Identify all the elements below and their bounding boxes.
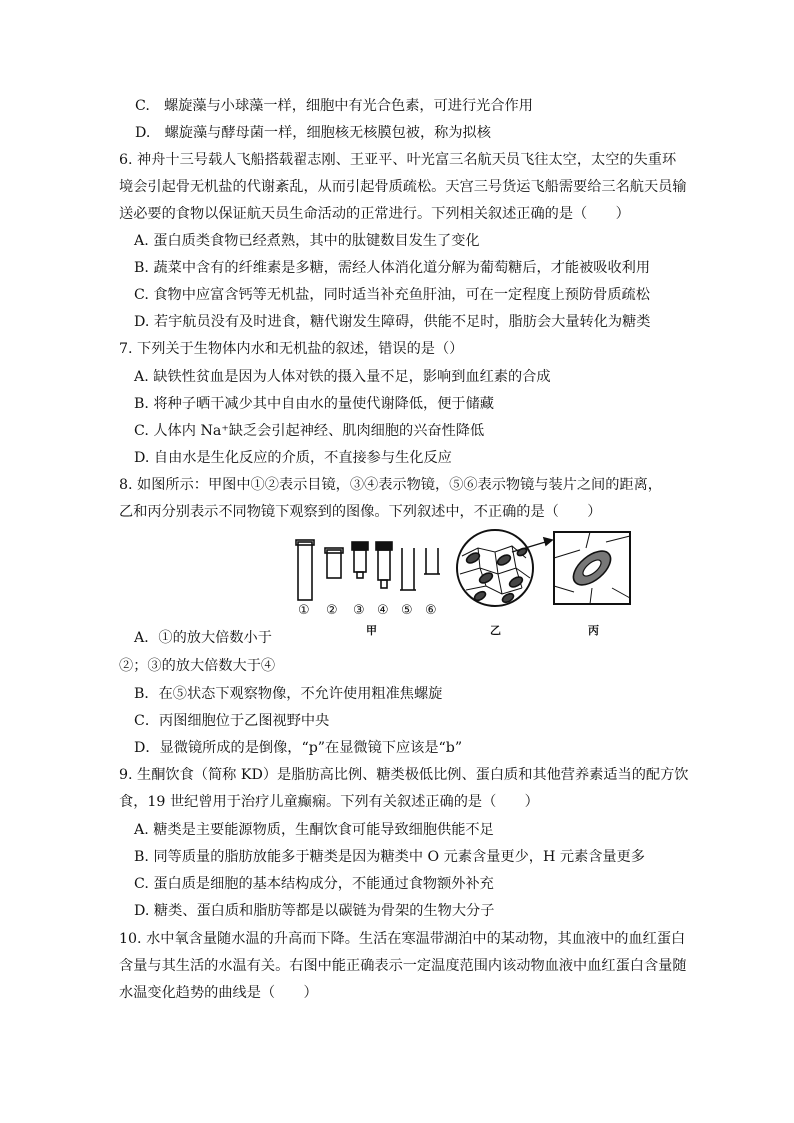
label-5: ⑤ xyxy=(401,603,413,618)
eyepiece-2-shape xyxy=(325,548,343,578)
q8-option-b: B．在⑤状态下观察物像，不允许使用粗准焦螺旋 xyxy=(134,686,443,702)
q9-option-b: B. 同等质量的脂肪放能多于糖类是因为糖类中 O 元素含量更少，H 元素含量更多 xyxy=(134,849,645,865)
q6-stem-line3: 送必要的食物以保证航天员生命活动的正常进行。下列相关叙述正确的是（ ） xyxy=(119,206,630,222)
panel-label-jia: 甲 xyxy=(366,624,377,637)
q5-option-d: D. 螺旋藻与酵母菌一样，细胞核无核膜包被，称为拟核 xyxy=(135,125,491,141)
q6-option-a: A. 蛋白质类食物已经煮熟，其中的肽键数目发生了变化 xyxy=(134,233,480,249)
label-2: ② xyxy=(326,603,338,618)
magnified-view-bing xyxy=(554,532,630,604)
objective-3-shape xyxy=(352,542,368,578)
microscope-figure xyxy=(290,528,640,640)
q9-option-d: D. 糖类、蛋白质和脂肪等都是以碳链为骨架的生物大分子 xyxy=(134,903,495,919)
q10-stem-line2: 含量与其生活的水温有关。右图中能正确表示一定温度范围内该动物血液中血红蛋白含量随 xyxy=(119,958,687,974)
q7-option-a: A. 缺铁性贫血是因为人体对铁的摄入量不足，影响到血红素的合成 xyxy=(134,369,551,385)
q9-stem-line2: 食，19 世纪曾用于治疗儿童癫痫。下列有关叙述正确的是（ ） xyxy=(119,794,539,810)
label-1: ① xyxy=(298,603,310,618)
q6-option-d: D. 若宇航员没有及时进食，糖代谢发生障碍，供能不足时，脂肪会大量转化为糖类 xyxy=(134,314,651,330)
q6-stem-line1: 6. 神舟十三号载人飞船搭载翟志刚、王亚平、叶光富三名航天员飞往太空，太空的失重环 xyxy=(119,152,677,168)
magnify-arrow xyxy=(512,538,552,552)
q8-stem-line2: 乙和丙分别表示不同物镜下观察到的图像。下列叙述中，不正确的是（ ） xyxy=(119,504,602,520)
label-6: ⑥ xyxy=(425,603,437,618)
distance-5-shape xyxy=(400,548,416,590)
q5-option-c: C. 螺旋藻与小球藻一样，细胞中有光合色素，可进行光合作用 xyxy=(135,98,533,114)
panel-label-bing: 丙 xyxy=(588,624,599,637)
eyepiece-1-shape xyxy=(296,540,314,600)
distance-6-shape xyxy=(424,548,440,574)
q9-stem-line1: 9. 生酮饮食（简称 KD）是脂肪高比例、糖类极低比例、蛋白质和其他营养素适当的配方饮 xyxy=(119,767,689,783)
q6-option-b: B. 蔬菜中含有的纤维素是多糖，需经人体消化道分解为葡萄糖后，才能被吸收利用 xyxy=(134,260,651,276)
q8-stem-line1: 8. 如图所示：甲图中①②表示目镜，③④表示物镜，⑤⑥表示物镜与装片之间的距离， xyxy=(119,477,662,493)
label-4: ④ xyxy=(377,603,389,618)
microscope-diagram xyxy=(290,528,640,640)
q7-stem: 7. 下列关于生物体内水和无机盐的叙述，错误的是（） xyxy=(119,341,464,357)
q7-option-d: D. 自由水是生化反应的介质，不直接参与生化反应 xyxy=(134,450,452,466)
label-3: ③ xyxy=(353,603,365,618)
objective-4-shape xyxy=(376,542,392,588)
q8-option-a-part1: A．①的放大倍数小于 xyxy=(134,630,272,646)
q9-option-c: C. 蛋白质是细胞的基本结构成分，不能通过食物额外补充 xyxy=(134,876,494,892)
q8-option-a-part2: ②；③的放大倍数大于④ xyxy=(119,658,276,674)
q7-option-b: B. 将种子晒干减少其中自由水的量使代谢降低，便于储藏 xyxy=(134,396,494,412)
q6-stem-line2: 境会引起骨无机盐的代谢紊乱，从而引起骨质疏松。天宫三号货运飞船需要给三名航天员输 xyxy=(119,179,687,195)
q7-option-c: C. 人体内 Na⁺缺乏会引起神经、肌肉细胞的兴奋性降低 xyxy=(134,423,485,439)
field-of-view-yi xyxy=(457,530,533,606)
q10-stem-line3: 水温变化趋势的曲线是（ ） xyxy=(119,985,318,1001)
q8-option-c: C．丙图细胞位于乙图视野中央 xyxy=(134,713,330,729)
q10-stem-line1: 10. 水中氧含量随水温的升高而下降。生活在寒温带湖泊中的某动物，其血液中的血红蛋白 xyxy=(119,931,686,947)
panel-label-yi: 乙 xyxy=(490,624,501,637)
q6-option-c: C. 食物中应富含钙等无机盐，同时适当补充鱼肝油，可在一定程度上预防骨质疏松 xyxy=(134,287,650,303)
q9-option-a: A. 糖类是主要能源物质，生酮饮食可能导致细胞供能不足 xyxy=(134,822,494,838)
q8-option-d: D．显微镜所成的是倒像，“p”在显微镜下应该是“b” xyxy=(134,740,463,756)
